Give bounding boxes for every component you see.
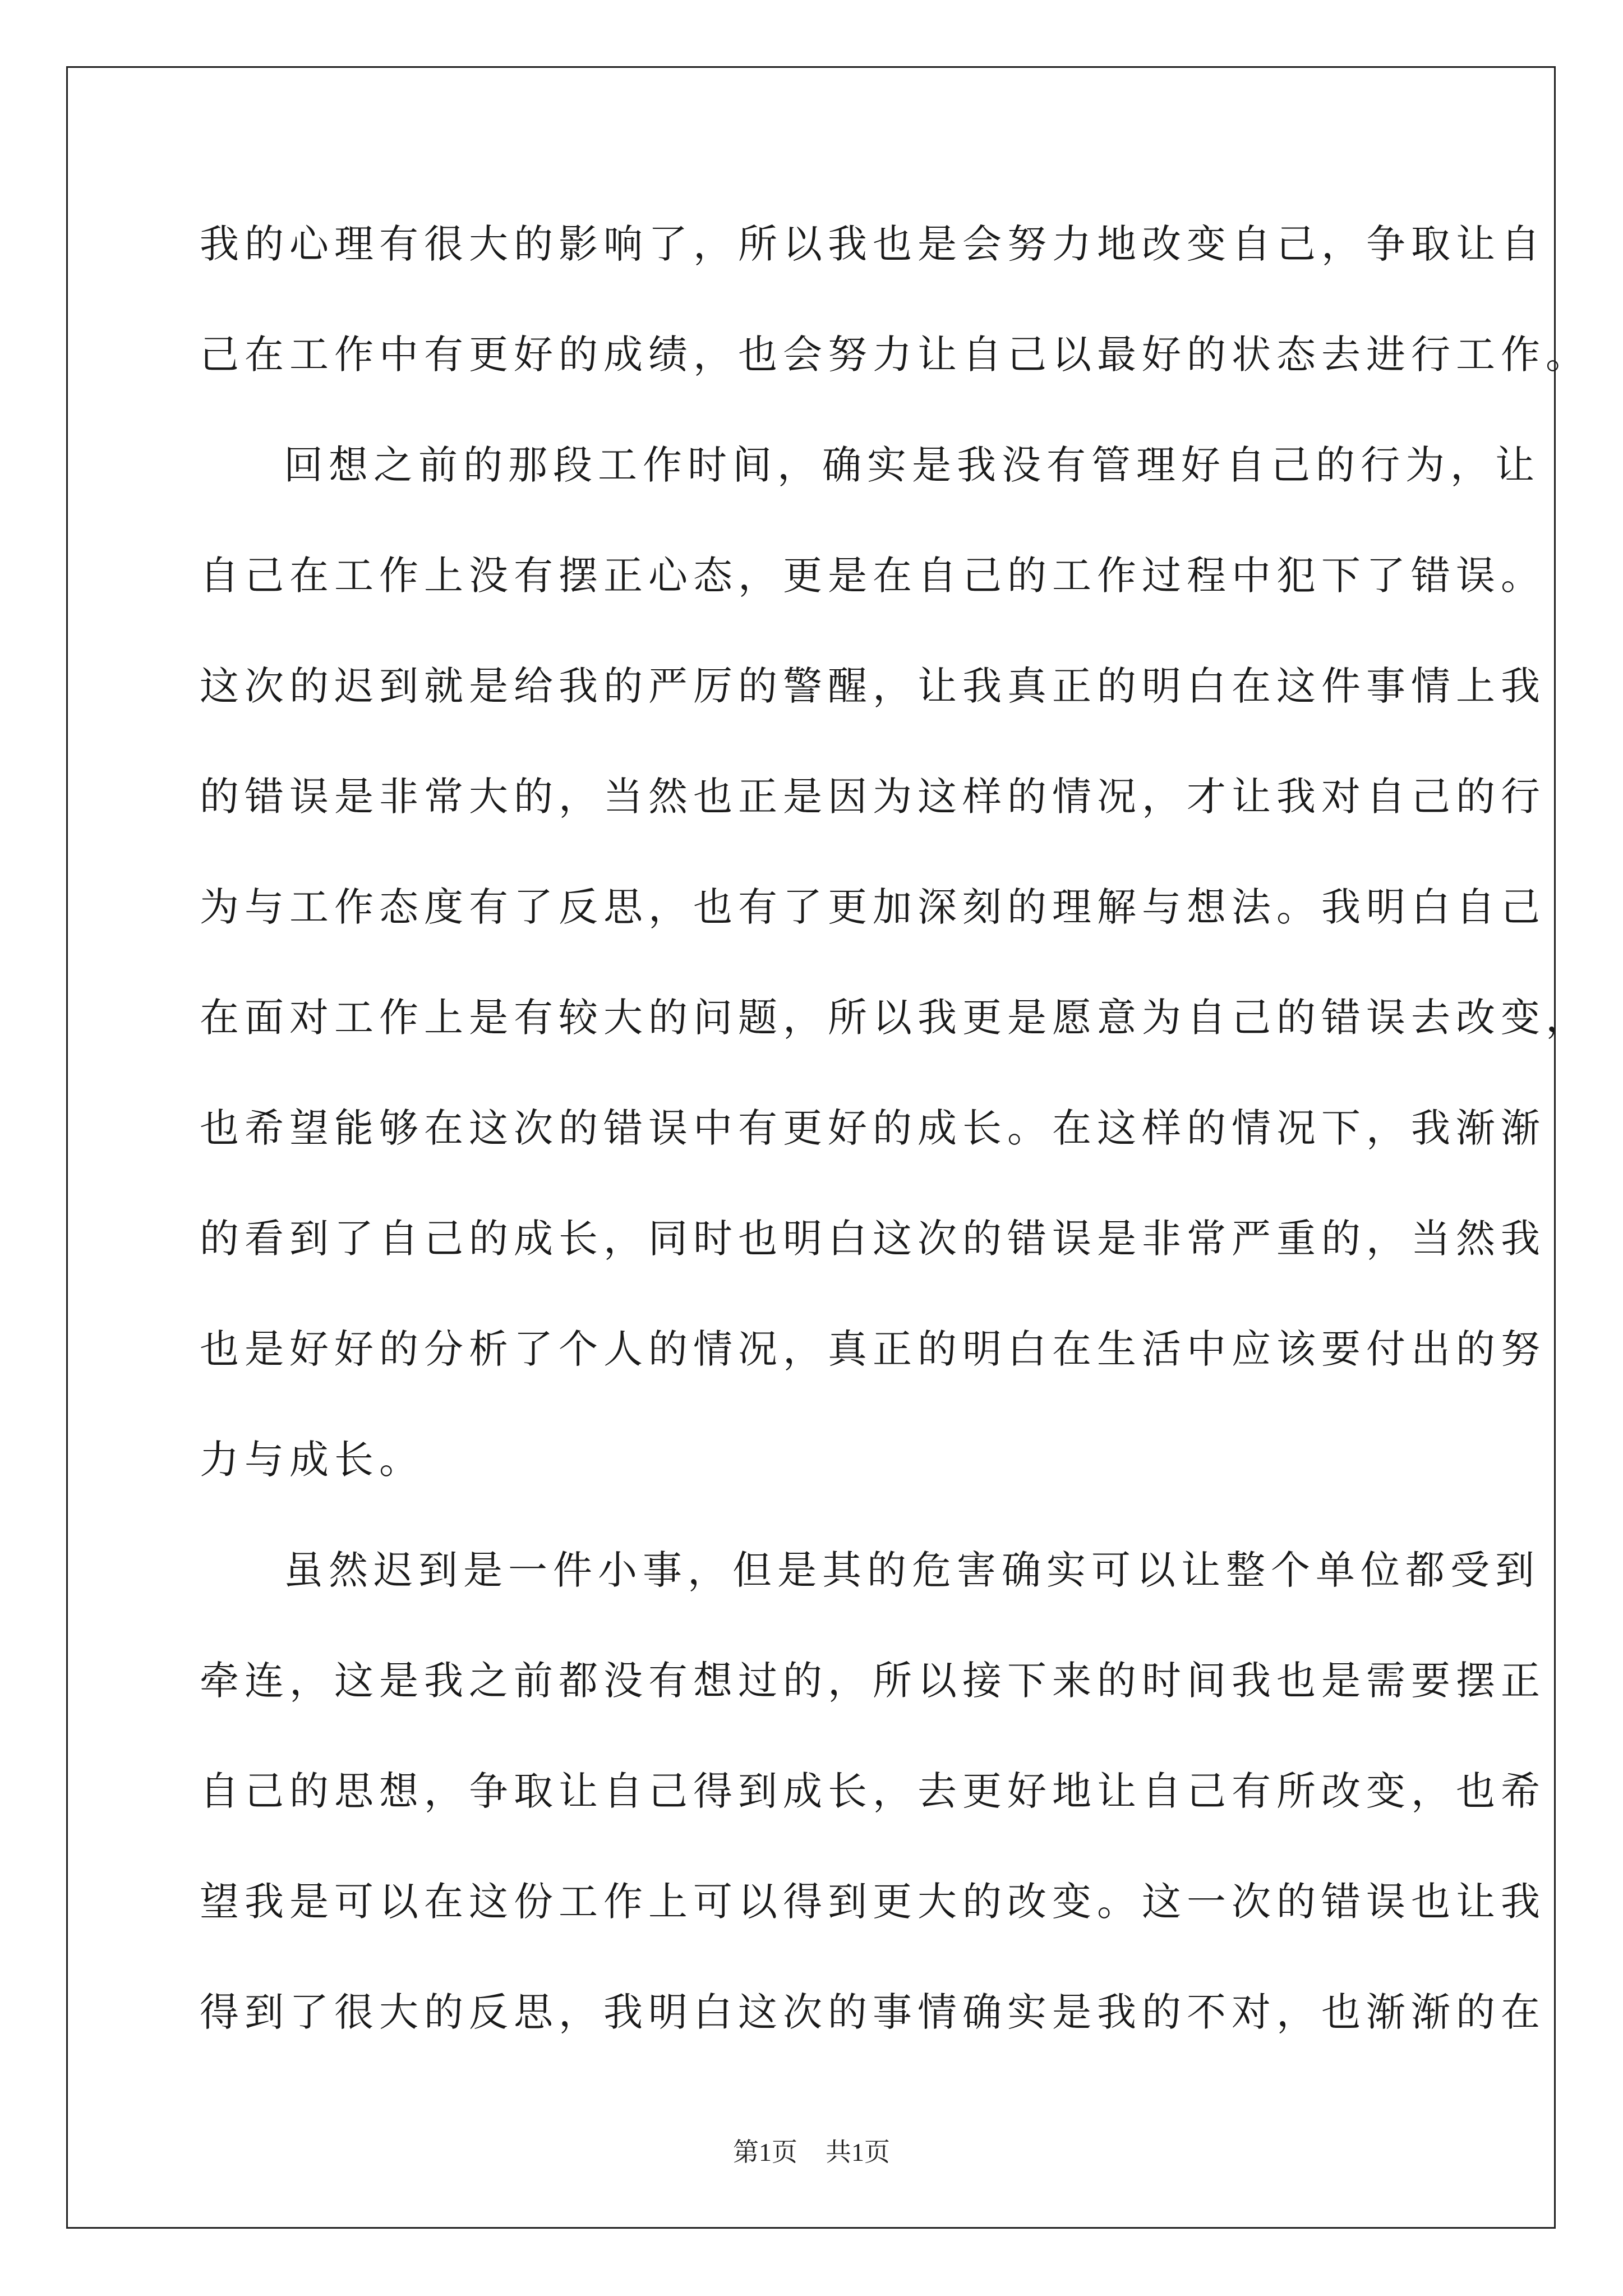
page-footer	[0, 2132, 1623, 2169]
text-line: 自己的思想，争取让自己得到成长，去更好地让自己有所改变，也希	[200, 1768, 1546, 1814]
text-line: 也希望能够在这次的错误中有更好的成长。在这样的情况下，我渐渐	[200, 1105, 1546, 1151]
page-number: 第1页	[733, 2138, 797, 2166]
text-line: 这次的迟到就是给我的严厉的警醒，让我真正的明白在这件事情上我	[200, 663, 1546, 709]
text-line: 望我是可以在这份工作上可以得到更大的改变。这一次的错误也让我	[200, 1879, 1546, 1925]
text-line: 己在工作中有更好的成绩，也会努力让自己以最好的状态去进行工作。	[200, 332, 1590, 378]
text-line: 得到了很大的反思，我明白这次的事情确实是我的不对，也渐渐的在	[200, 1989, 1546, 2035]
page-total: 共1页	[826, 2138, 890, 2166]
text-line: 虽然迟到是一件小事，但是其的危害确实可以让整个单位都受到	[284, 1547, 1540, 1593]
text-line: 力与成长。	[200, 1437, 424, 1483]
text-line: 的看到了自己的成长，同时也明白这次的错误是非常严重的，当然我	[200, 1216, 1546, 1262]
text-line: 牵连，这是我之前都没有想过的，所以接下来的时间我也是需要摆正	[200, 1658, 1546, 1704]
text-line: 回想之前的那段工作时间，确实是我没有管理好自己的行为，让	[284, 442, 1540, 488]
text-line: 的错误是非常大的，当然也正是因为这样的情况，才让我对自己的行	[200, 774, 1546, 820]
document-body	[200, 213, 1590, 2092]
text-line: 自己在工作上没有摆正心态，更是在自己的工作过程中犯下了错误。	[200, 553, 1546, 599]
text-line: 为与工作态度有了反思，也有了更加深刻的理解与想法。我明白自己	[200, 884, 1546, 930]
text-line: 也是好好的分析了个人的情况，真正的明白在生活中应该要付出的努	[200, 1326, 1546, 1372]
text-line: 在面对工作上是有较大的问题，所以我更是愿意为自己的错误去改变，	[200, 995, 1590, 1041]
text-line: 我的心理有很大的影响了，所以我也是会努力地改变自己，争取让自	[200, 221, 1546, 267]
